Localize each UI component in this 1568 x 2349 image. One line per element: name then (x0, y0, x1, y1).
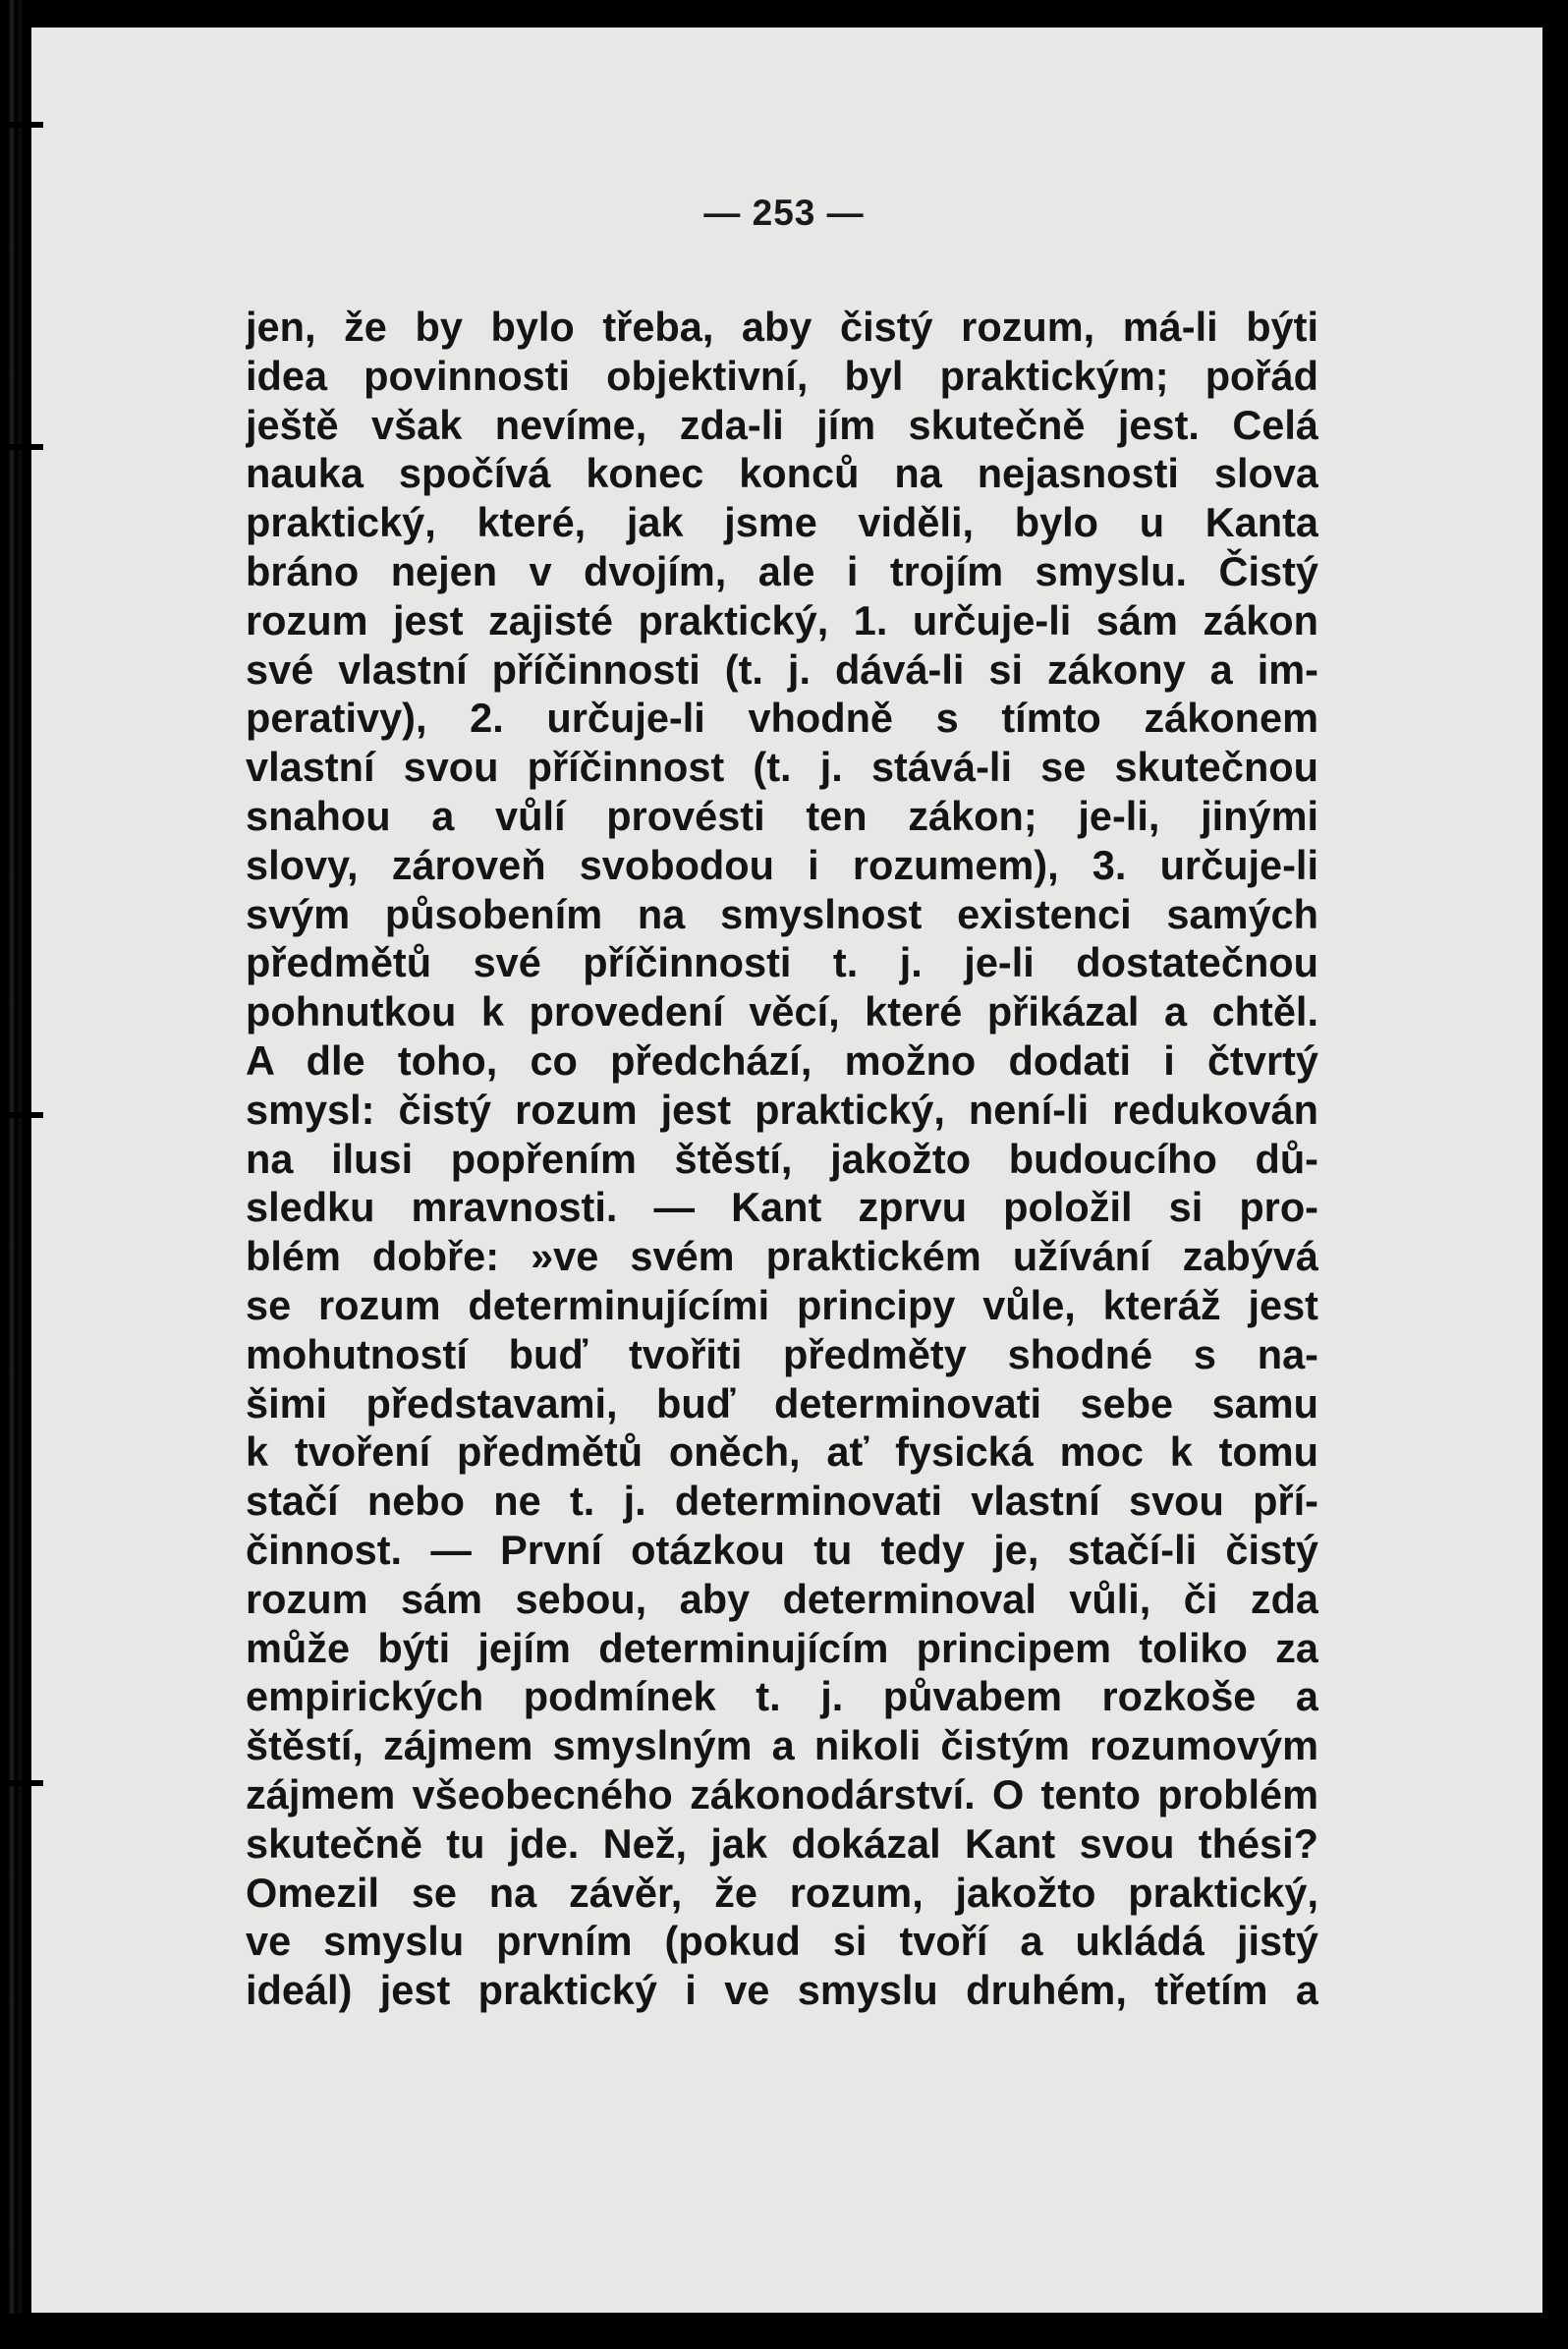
text-line: na ilusi popřením štěstí, jakožto budoucího dů- (246, 1135, 1318, 1182)
text-line: empirických podmínek t. j. půvabem rozkoše a (246, 1673, 1318, 1720)
text-line: praktický, které, jak jsme viděli, bylo u Kanta (246, 499, 1318, 546)
page-edge-mark (0, 1112, 43, 1118)
text-line: snahou a vůlí provésti ten zákon; je-li, jinými (246, 792, 1318, 839)
text-line: jen, že by bylo třeba, aby čistý rozum, má-li býti (246, 304, 1318, 350)
text-line: skutečně tu jde. Než, jak dokázal Kant svou thési? (246, 1819, 1318, 1867)
text-line: perativy), 2. určuje-li vhodně s tímto zákonem (246, 695, 1318, 742)
text-line: pohnutkou k provedení věcí, které přikázal a chtěl. (246, 988, 1318, 1035)
body-text (246, 303, 1318, 2015)
text-line: se rozum determinujícími principy vůle, kteráž jest (246, 1281, 1318, 1328)
text-line: činnost. — První otázkou tu tedy je, stačí-li čistý (246, 1526, 1318, 1573)
text-line: slovy, zároveň svobodou i rozumem), 3. určuje-li (246, 841, 1318, 888)
text-line: idea povinnosti objektivní, byl praktickým; pořád (246, 352, 1318, 399)
page-edge-mark (0, 122, 43, 128)
text-line: smysl: čistý rozum jest praktický, není-li redukován (246, 1086, 1318, 1133)
text-line: rozum sám sebou, aby determinoval vůli, či zda (246, 1575, 1318, 1622)
text-line: Omezil se na závěr, že rozum, jakožto praktický, (246, 1869, 1318, 1916)
scan-border-left (0, 0, 22, 2349)
page-edge-mark (0, 1780, 43, 1786)
text-line: rozum jest zajisté praktický, 1. určuje-li sám zákon (246, 596, 1318, 643)
page-edge-mark (0, 444, 43, 450)
text-line: předmětů své příčinnosti t. j. je-li dostatečnou (246, 939, 1318, 986)
scan-border-right (1542, 0, 1568, 2349)
text-line: blém dobře: »ve svém praktickém užívání zabývá (246, 1233, 1318, 1280)
text-line: ještě však nevíme, zda-li jím skutečně jest. Celá (246, 401, 1318, 448)
text-line: může býti jejím determinujícím principem toliko za (246, 1624, 1318, 1671)
text-line: A dle toho, co předchází, možno dodati i čtvrtý (246, 1036, 1318, 1084)
text-line: stačí nebo ne t. j. determinovati vlastní svou pří- (246, 1478, 1318, 1525)
page-number: — 253 — (703, 193, 865, 233)
text-line: zájmem všeobecného zákonodárství. O tento problém (246, 1770, 1318, 1818)
text-line: nauka spočívá konec konců na nejasnosti slova (246, 450, 1318, 497)
text-line: ve smyslu prvním (pokud si tvoří a ukládá jistý (246, 1918, 1318, 1965)
text-line: k tvoření předmětů oněch, ať fysická moc k tomu (246, 1428, 1318, 1476)
text-line: sledku mravnosti. — Kant zprvu položil si pro- (246, 1184, 1318, 1231)
text-line: štěstí, zájmem smyslným a nikoli čistým rozumovým (246, 1722, 1318, 1769)
text-line: své vlastní příčinnosti (t. j. dává-li si zákony a im- (246, 645, 1318, 693)
scan-border-bottom (0, 2314, 1568, 2349)
text-line: vlastní svou příčinnost (t. j. stává-li se skutečnou (246, 744, 1318, 791)
text-line: ideál) jest praktický i ve smyslu druhém, třetím a (246, 1967, 1318, 2014)
text-line: bráno nejen v dvojím, ale i trojím smyslu. Čistý (246, 547, 1318, 594)
text-line: šimi představami, buď determinovati sebe samu (246, 1379, 1318, 1426)
text-line: svým působením na smyslnost existenci samých (246, 890, 1318, 937)
text-line: mohutností buď tvořiti předměty shodné s na- (246, 1330, 1318, 1377)
